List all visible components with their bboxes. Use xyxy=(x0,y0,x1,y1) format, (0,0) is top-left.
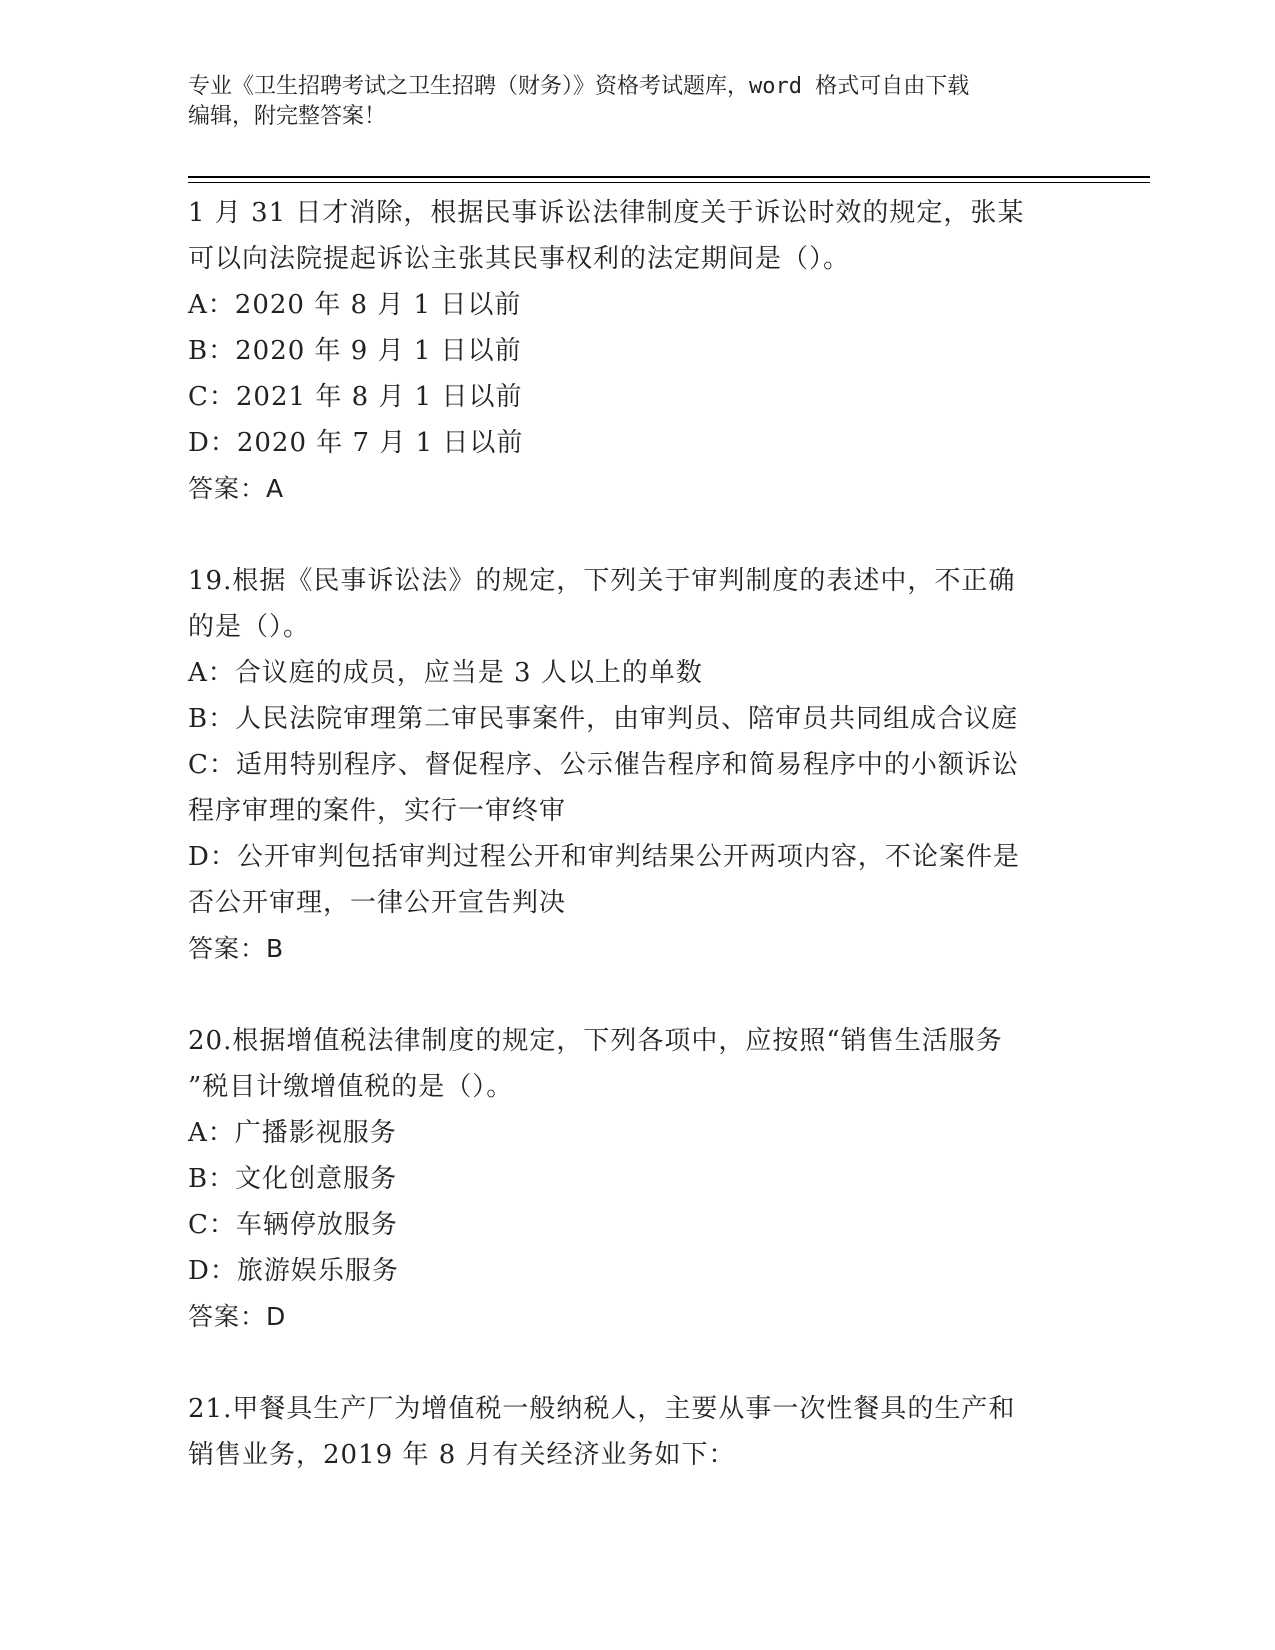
option-b: B：人民法院审理第二审民事案件，由审判员、陪审员共同组成合议庭 xyxy=(188,704,1019,734)
option-c: C：适用特别程序、督促程序、公示催告程序和简易程序中的小额诉讼 xyxy=(188,750,1019,780)
spacer xyxy=(188,972,1088,1018)
question-text-line: 销售业务，2019 年 8 月有关经济业务如下： xyxy=(188,1440,736,1470)
spacer xyxy=(188,512,1088,558)
answer-line: 答案：B xyxy=(188,934,285,963)
option-d: D：2020 年 7 月 1 日以前 xyxy=(188,428,524,458)
header-line-1: 专业《卫生招聘考试之卫生招聘（财务）》资格考试题库，word 格式可自由下载 xyxy=(188,74,970,99)
option-d: D：公开审判包括审判过程公开和审判结果公开两项内容，不论案件是 xyxy=(188,842,1020,872)
question-21 xyxy=(188,1386,1088,1478)
option-a: A：2020 年 8 月 1 日以前 xyxy=(188,290,522,320)
option-a: A：合议庭的成员，应当是 3 人以上的单数 xyxy=(188,658,703,688)
option-a: A：广播影视服务 xyxy=(188,1118,397,1148)
question-text-line: 1 月 31 日才消除，根据民事诉讼法律制度关于诉讼时效的规定，张某 xyxy=(188,198,1025,228)
question-text-line: 的是（）。 xyxy=(188,612,311,642)
header-rule-thin xyxy=(188,182,1150,183)
question-text-line: 19.根据《民事诉讼法》的规定，下列关于审判制度的表述中，不正确 xyxy=(188,566,1016,596)
option-b: B：文化创意服务 xyxy=(188,1164,398,1194)
option-d: D：旅游娱乐服务 xyxy=(188,1256,399,1286)
question-text-line: 21.甲餐具生产厂为增值税一般纳税人，主要从事一次性餐具的生产和 xyxy=(188,1394,1016,1424)
option-b: B：2020 年 9 月 1 日以前 xyxy=(188,336,522,366)
answer-line: 答案：D xyxy=(188,1302,287,1331)
header-rule-thick xyxy=(188,176,1150,178)
option-d-continued: 否公开审理，一律公开宣告判决 xyxy=(188,888,567,918)
option-c: C：车辆停放服务 xyxy=(188,1210,398,1240)
spacer xyxy=(188,1340,1088,1386)
option-c: C：2021 年 8 月 1 日以前 xyxy=(188,382,523,412)
question-text-line: 20.根据增值税法律制度的规定，下列各项中，应按照“销售生活服务 xyxy=(188,1026,1003,1056)
document-header xyxy=(188,72,1068,132)
document-body xyxy=(188,190,1088,1478)
question-18 xyxy=(188,190,1088,512)
question-20 xyxy=(188,1018,1088,1340)
question-text-line: 可以向法院提起诉讼主张其民事权利的法定期间是（）。 xyxy=(188,244,851,274)
question-text-line: ”税目计缴增值税的是（）。 xyxy=(188,1072,514,1102)
header-line-2: 编辑，附完整答案！ xyxy=(188,104,387,129)
option-c-continued: 程序审理的案件，实行一审终审 xyxy=(188,796,567,826)
answer-line: 答案：A xyxy=(188,474,285,503)
question-19 xyxy=(188,558,1088,972)
